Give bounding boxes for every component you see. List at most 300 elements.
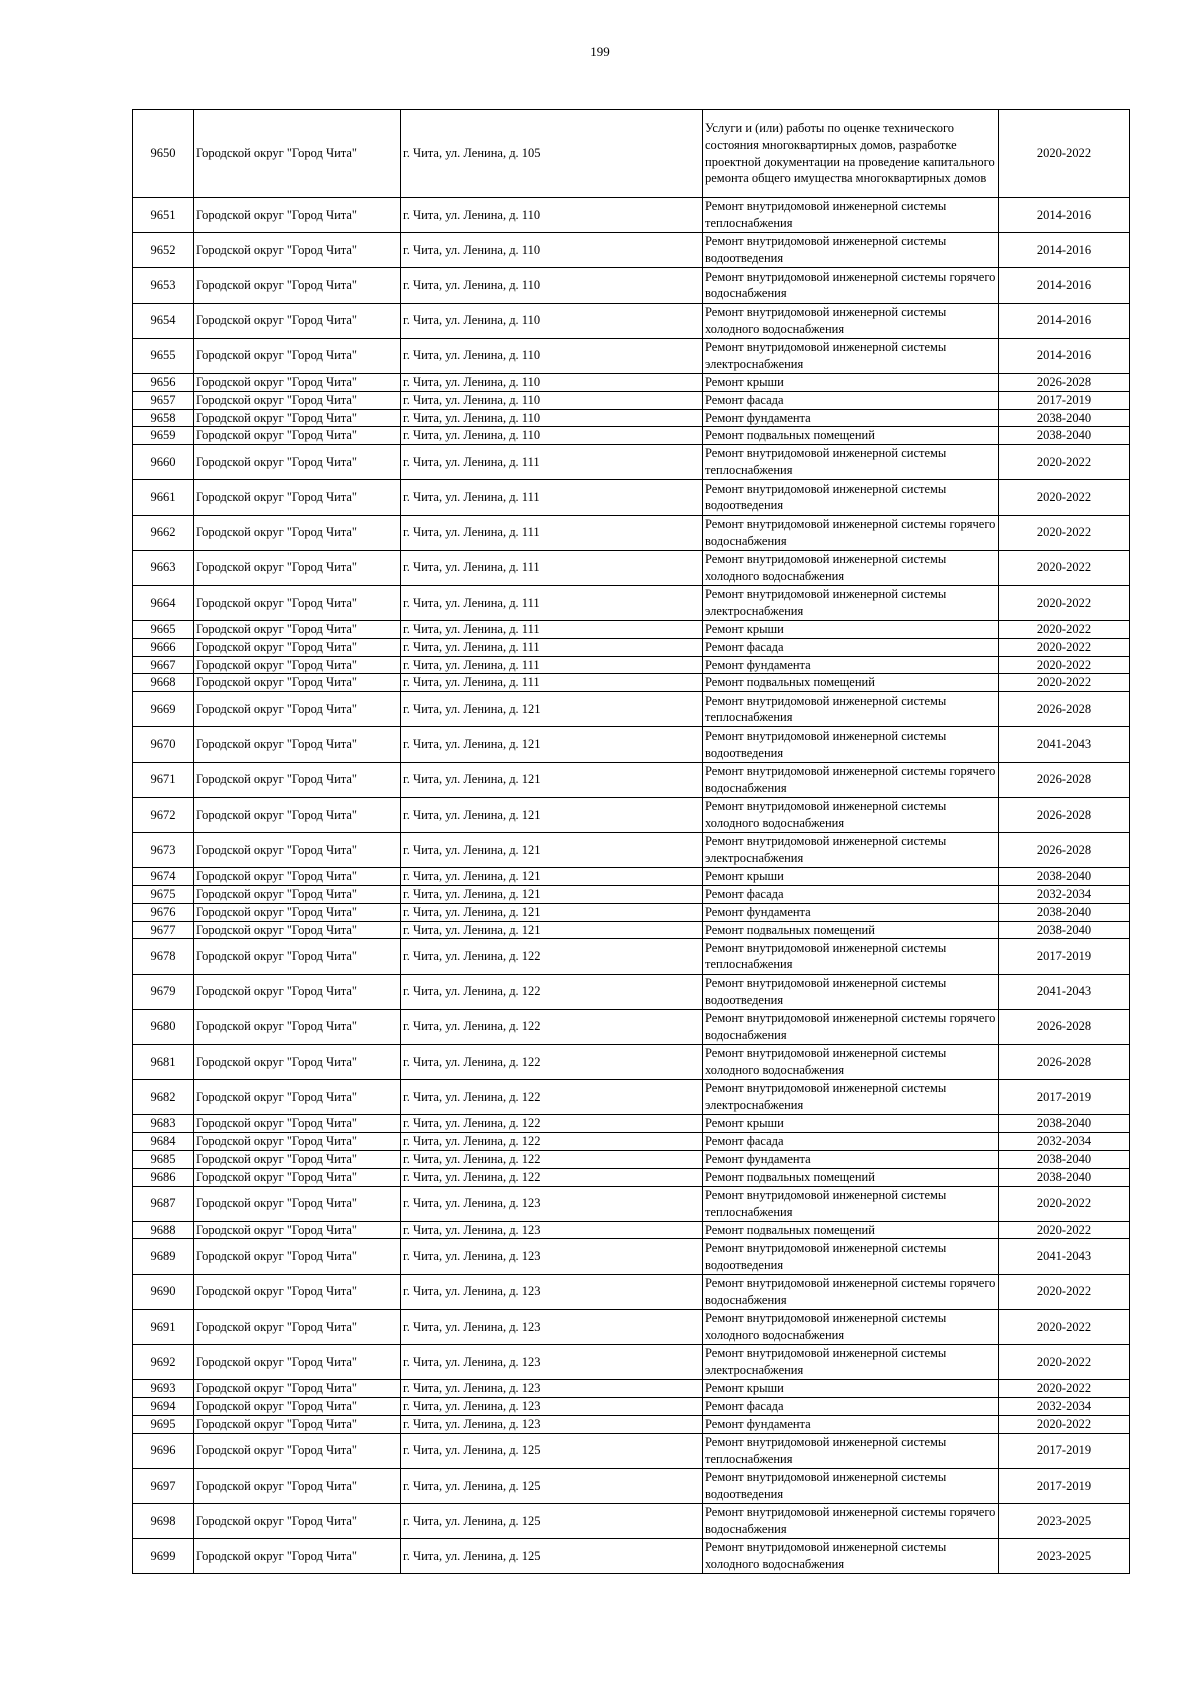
work-type-cell: Ремонт внутридомовой инженерной системы горячего водоснабжения [703,268,999,303]
work-type-cell: Ремонт фундамента [703,1415,999,1433]
row-number: 9666 [133,638,194,656]
row-number: 9667 [133,656,194,674]
period-cell: 2017-2019 [999,939,1130,974]
address-cell: г. Чита, ул. Ленина, д. 111 [401,638,703,656]
address-cell: г. Чита, ул. Ленина, д. 123 [401,1398,703,1416]
period-cell: 2020-2022 [999,656,1130,674]
municipality-cell: Городской округ "Город Чита" [194,427,401,445]
table-row [133,939,1130,974]
municipality-cell: Городской округ "Город Чита" [194,409,401,427]
row-number: 9664 [133,585,194,620]
period-cell: 2026-2028 [999,762,1130,797]
work-type-cell: Ремонт внутридомовой инженерной системы теплоснабжения [703,198,999,233]
row-number: 9656 [133,373,194,391]
table-row [133,550,1130,585]
municipality-cell: Городской округ "Город Чита" [194,373,401,391]
row-number: 9692 [133,1345,194,1380]
table-row [133,427,1130,445]
row-number: 9658 [133,409,194,427]
work-type-cell: Ремонт внутридомовой инженерной системы горячего водоснабжения [703,1274,999,1309]
row-number: 9685 [133,1150,194,1168]
work-type-cell: Ремонт фасада [703,1398,999,1416]
address-cell: г. Чита, ул. Ленина, д. 110 [401,391,703,409]
period-cell: 2038-2040 [999,1168,1130,1186]
row-number: 9673 [133,833,194,868]
municipality-cell: Городской округ "Город Чита" [194,727,401,762]
address-cell: г. Чита, ул. Ленина, д. 125 [401,1433,703,1468]
municipality-cell: Городской округ "Город Чита" [194,1380,401,1398]
work-type-cell: Ремонт внутридомовой инженерной системы горячего водоснабжения [703,762,999,797]
table-row [133,1080,1130,1115]
table-row [133,1186,1130,1221]
municipality-cell: Городской округ "Город Чита" [194,110,401,198]
municipality-cell: Городской округ "Город Чита" [194,638,401,656]
period-cell: 2041-2043 [999,974,1130,1009]
period-cell: 2041-2043 [999,1239,1130,1274]
row-number: 9662 [133,515,194,550]
work-type-cell: Ремонт внутридомовой инженерной системы горячего водоснабжения [703,1009,999,1044]
work-type-cell: Услуги и (или) работы по оценке технического состояния многоквартирных домов, разработке проектной документации на проведение капитального ремонта общего имущества многоквартирных домов [703,110,999,198]
row-number: 9663 [133,550,194,585]
municipality-cell: Городской округ "Город Чита" [194,974,401,1009]
row-number: 9659 [133,427,194,445]
work-type-cell: Ремонт внутридомовой инженерной системы электроснабжения [703,585,999,620]
address-cell: г. Чита, ул. Ленина, д. 123 [401,1221,703,1239]
period-cell: 2026-2028 [999,373,1130,391]
row-number: 9670 [133,727,194,762]
address-cell: г. Чита, ул. Ленина, д. 121 [401,868,703,886]
period-cell: 2020-2022 [999,1186,1130,1221]
municipality-cell: Городской округ "Город Чита" [194,833,401,868]
work-type-cell: Ремонт фундамента [703,409,999,427]
period-cell: 2020-2022 [999,1415,1130,1433]
address-cell: г. Чита, ул. Ленина, д. 121 [401,797,703,832]
table-row [133,1133,1130,1151]
municipality-cell: Городской округ "Город Чита" [194,1309,401,1344]
work-type-cell: Ремонт внутридомовой инженерной системы горячего водоснабжения [703,1504,999,1539]
municipality-cell: Городской округ "Город Чита" [194,585,401,620]
period-cell: 2026-2028 [999,1044,1130,1079]
table-row [133,762,1130,797]
municipality-cell: Городской округ "Город Чита" [194,303,401,338]
row-number: 9680 [133,1009,194,1044]
work-type-cell: Ремонт крыши [703,621,999,639]
period-cell: 2017-2019 [999,1080,1130,1115]
municipality-cell: Городской округ "Город Чита" [194,1221,401,1239]
period-cell: 2017-2019 [999,1468,1130,1503]
period-cell: 2020-2022 [999,621,1130,639]
work-type-cell: Ремонт внутридомовой инженерной системы теплоснабжения [703,1433,999,1468]
row-number: 9672 [133,797,194,832]
municipality-cell: Городской округ "Город Чита" [194,692,401,727]
period-cell: 2017-2019 [999,1433,1130,1468]
period-cell: 2014-2016 [999,268,1130,303]
work-type-cell: Ремонт внутридомовой инженерной системы холодного водоснабжения [703,303,999,338]
municipality-cell: Городской округ "Город Чита" [194,797,401,832]
period-cell: 2026-2028 [999,797,1130,832]
address-cell: г. Чита, ул. Ленина, д. 121 [401,692,703,727]
row-number: 9677 [133,921,194,939]
period-cell: 2038-2040 [999,409,1130,427]
table-row [133,373,1130,391]
row-number: 9660 [133,445,194,480]
period-cell: 2038-2040 [999,868,1130,886]
period-cell: 2020-2022 [999,585,1130,620]
row-number: 9661 [133,480,194,515]
municipality-cell: Городской округ "Город Чита" [194,1239,401,1274]
address-cell: г. Чита, ул. Ленина, д. 123 [401,1274,703,1309]
period-cell: 2032-2034 [999,1133,1130,1151]
table-row [133,797,1130,832]
work-type-cell: Ремонт фундамента [703,656,999,674]
row-number: 9688 [133,1221,194,1239]
address-cell: г. Чита, ул. Ленина, д. 110 [401,233,703,268]
municipality-cell: Городской округ "Город Чита" [194,480,401,515]
address-cell: г. Чита, ул. Ленина, д. 121 [401,921,703,939]
row-number: 9691 [133,1309,194,1344]
address-cell: г. Чита, ул. Ленина, д. 111 [401,515,703,550]
row-number: 9698 [133,1504,194,1539]
address-cell: г. Чита, ул. Ленина, д. 111 [401,480,703,515]
work-type-cell: Ремонт внутридомовой инженерной системы водоотведения [703,974,999,1009]
address-cell: г. Чита, ул. Ленина, д. 125 [401,1504,703,1539]
table-row [133,1168,1130,1186]
address-cell: г. Чита, ул. Ленина, д. 122 [401,1168,703,1186]
address-cell: г. Чита, ул. Ленина, д. 123 [401,1239,703,1274]
work-type-cell: Ремонт внутридомовой инженерной системы электроснабжения [703,1345,999,1380]
municipality-cell: Городской округ "Город Чита" [194,885,401,903]
work-type-cell: Ремонт подвальных помещений [703,674,999,692]
row-number: 9654 [133,303,194,338]
row-number: 9668 [133,674,194,692]
address-cell: г. Чита, ул. Ленина, д. 125 [401,1468,703,1503]
table-row [133,198,1130,233]
municipality-cell: Городской округ "Город Чита" [194,1168,401,1186]
period-cell: 2023-2025 [999,1504,1130,1539]
work-type-cell: Ремонт внутридомовой инженерной системы теплоснабжения [703,445,999,480]
row-number: 9669 [133,692,194,727]
table-row [133,1433,1130,1468]
table-row [133,391,1130,409]
table-row [133,692,1130,727]
work-type-cell: Ремонт внутридомовой инженерной системы холодного водоснабжения [703,1044,999,1079]
table-row [133,1044,1130,1079]
table-row [133,480,1130,515]
page-number: 199 [590,44,610,59]
table-body [133,110,1130,1574]
table-row [133,921,1130,939]
period-cell: 2038-2040 [999,921,1130,939]
row-number: 9678 [133,939,194,974]
row-number: 9686 [133,1168,194,1186]
period-cell: 2020-2022 [999,1274,1130,1309]
work-type-cell: Ремонт внутридомовой инженерной системы холодного водоснабжения [703,1539,999,1574]
address-cell: г. Чита, ул. Ленина, д. 111 [401,674,703,692]
municipality-cell: Городской округ "Город Чита" [194,1115,401,1133]
address-cell: г. Чита, ул. Ленина, д. 122 [401,1044,703,1079]
work-type-cell: Ремонт внутридомовой инженерной системы электроснабжения [703,338,999,373]
table-row [133,1468,1130,1503]
row-number: 9695 [133,1415,194,1433]
address-cell: г. Чита, ул. Ленина, д. 110 [401,427,703,445]
row-number: 9679 [133,974,194,1009]
municipality-cell: Городской округ "Город Чита" [194,515,401,550]
municipality-cell: Городской округ "Город Чита" [194,198,401,233]
work-type-cell: Ремонт подвальных помещений [703,1221,999,1239]
address-cell: г. Чита, ул. Ленина, д. 111 [401,445,703,480]
table-row [133,515,1130,550]
row-number: 9684 [133,1133,194,1151]
row-number: 9657 [133,391,194,409]
table-row [133,868,1130,886]
work-type-cell: Ремонт внутридомовой инженерной системы электроснабжения [703,833,999,868]
table-row [133,974,1130,1009]
table-row [133,727,1130,762]
work-type-cell: Ремонт внутридомовой инженерной системы водоотведения [703,727,999,762]
period-cell: 2020-2022 [999,110,1130,198]
municipality-cell: Городской округ "Город Чита" [194,939,401,974]
table-row [133,1504,1130,1539]
work-type-cell: Ремонт внутридомовой инженерной системы холодного водоснабжения [703,1309,999,1344]
table-row [133,674,1130,692]
address-cell: г. Чита, ул. Ленина, д. 125 [401,1539,703,1574]
work-type-cell: Ремонт крыши [703,1380,999,1398]
municipality-cell: Городской округ "Город Чита" [194,1133,401,1151]
table-row [133,885,1130,903]
row-number: 9671 [133,762,194,797]
table-row [133,1274,1130,1309]
table-row [133,1398,1130,1416]
table-row [133,1539,1130,1574]
row-number: 9697 [133,1468,194,1503]
address-cell: г. Чита, ул. Ленина, д. 123 [401,1380,703,1398]
period-cell: 2026-2028 [999,692,1130,727]
period-cell: 2014-2016 [999,338,1130,373]
address-cell: г. Чита, ул. Ленина, д. 110 [401,373,703,391]
work-type-cell: Ремонт крыши [703,1115,999,1133]
municipality-cell: Городской округ "Город Чита" [194,1274,401,1309]
table-row [133,656,1130,674]
table-row [133,1415,1130,1433]
address-cell: г. Чита, ул. Ленина, д. 121 [401,903,703,921]
work-type-cell: Ремонт подвальных помещений [703,1168,999,1186]
period-cell: 2038-2040 [999,1115,1130,1133]
table-row [133,1239,1130,1274]
municipality-cell: Городской округ "Город Чита" [194,1345,401,1380]
table-row [133,338,1130,373]
municipality-cell: Городской округ "Город Чита" [194,338,401,373]
row-number: 9652 [133,233,194,268]
address-cell: г. Чита, ул. Ленина, д. 122 [401,1009,703,1044]
address-cell: г. Чита, ул. Ленина, д. 122 [401,939,703,974]
municipality-cell: Городской округ "Город Чита" [194,391,401,409]
period-cell: 2020-2022 [999,445,1130,480]
table-row [133,268,1130,303]
work-type-cell: Ремонт внутридомовой инженерной системы водоотведения [703,233,999,268]
address-cell: г. Чита, ул. Ленина, д. 111 [401,550,703,585]
municipality-cell: Городской округ "Город Чита" [194,1415,401,1433]
municipality-cell: Городской округ "Город Чита" [194,268,401,303]
address-cell: г. Чита, ул. Ленина, д. 122 [401,1115,703,1133]
table-row [133,110,1130,198]
work-type-cell: Ремонт фасада [703,1133,999,1151]
municipality-cell: Городской округ "Город Чита" [194,868,401,886]
work-type-cell: Ремонт фундамента [703,1150,999,1168]
period-cell: 2038-2040 [999,903,1130,921]
work-type-cell: Ремонт фасада [703,638,999,656]
period-cell: 2020-2022 [999,638,1130,656]
address-cell: г. Чита, ул. Ленина, д. 110 [401,198,703,233]
work-type-cell: Ремонт внутридомовой инженерной системы водоотведения [703,1239,999,1274]
table-row [133,1345,1130,1380]
municipality-cell: Городской округ "Город Чита" [194,1539,401,1574]
table-row [133,1115,1130,1133]
table-row [133,409,1130,427]
work-type-cell: Ремонт внутридомовой инженерной системы электроснабжения [703,1080,999,1115]
work-type-cell: Ремонт внутридомовой инженерной системы горячего водоснабжения [703,515,999,550]
period-cell: 2026-2028 [999,1009,1130,1044]
municipality-cell: Городской округ "Город Чита" [194,1398,401,1416]
address-cell: г. Чита, ул. Ленина, д. 105 [401,110,703,198]
address-cell: г. Чита, ул. Ленина, д. 110 [401,303,703,338]
municipality-cell: Городской округ "Город Чита" [194,445,401,480]
table-row [133,1150,1130,1168]
address-cell: г. Чита, ул. Ленина, д. 123 [401,1309,703,1344]
row-number: 9682 [133,1080,194,1115]
period-cell: 2020-2022 [999,1345,1130,1380]
table-row [133,621,1130,639]
municipality-cell: Городской округ "Город Чита" [194,621,401,639]
period-cell: 2041-2043 [999,727,1130,762]
table-row [133,1309,1130,1344]
row-number: 9653 [133,268,194,303]
period-cell: 2020-2022 [999,480,1130,515]
municipality-cell: Городской округ "Город Чита" [194,1150,401,1168]
period-cell: 2014-2016 [999,233,1130,268]
municipality-cell: Городской округ "Город Чита" [194,1433,401,1468]
period-cell: 2032-2034 [999,885,1130,903]
work-type-cell: Ремонт внутридомовой инженерной системы теплоснабжения [703,1186,999,1221]
work-type-cell: Ремонт внутридомовой инженерной системы холодного водоснабжения [703,797,999,832]
municipality-cell: Городской округ "Город Чита" [194,762,401,797]
table-row [133,445,1130,480]
address-cell: г. Чита, ул. Ленина, д. 122 [401,1080,703,1115]
period-cell: 2020-2022 [999,1309,1130,1344]
address-cell: г. Чита, ул. Ленина, д. 122 [401,1150,703,1168]
municipality-cell: Городской округ "Город Чита" [194,1080,401,1115]
table-row [133,1221,1130,1239]
row-number: 9681 [133,1044,194,1079]
period-cell: 2014-2016 [999,198,1130,233]
municipality-cell: Городской округ "Город Чита" [194,1468,401,1503]
row-number: 9694 [133,1398,194,1416]
municipality-cell: Городской округ "Город Чита" [194,656,401,674]
row-number: 9687 [133,1186,194,1221]
municipality-cell: Городской округ "Город Чита" [194,674,401,692]
row-number: 9693 [133,1380,194,1398]
table-row [133,1380,1130,1398]
address-cell: г. Чита, ул. Ленина, д. 110 [401,409,703,427]
work-type-cell: Ремонт крыши [703,868,999,886]
address-cell: г. Чита, ул. Ленина, д. 121 [401,762,703,797]
address-cell: г. Чита, ул. Ленина, д. 123 [401,1415,703,1433]
table-row [133,903,1130,921]
row-number: 9674 [133,868,194,886]
municipality-cell: Городской округ "Город Чита" [194,1009,401,1044]
table-row [133,303,1130,338]
period-cell: 2032-2034 [999,1398,1130,1416]
work-type-cell: Ремонт внутридомовой инженерной системы водоотведения [703,1468,999,1503]
address-cell: г. Чита, ул. Ленина, д. 111 [401,585,703,620]
row-number: 9651 [133,198,194,233]
row-number: 9689 [133,1239,194,1274]
period-cell: 2026-2028 [999,833,1130,868]
row-number: 9665 [133,621,194,639]
period-cell: 2020-2022 [999,1221,1130,1239]
work-type-cell: Ремонт фасада [703,885,999,903]
table-row [133,638,1130,656]
work-type-cell: Ремонт фасада [703,391,999,409]
address-cell: г. Чита, ул. Ленина, д. 111 [401,656,703,674]
row-number: 9699 [133,1539,194,1574]
work-type-cell: Ремонт крыши [703,373,999,391]
row-number: 9690 [133,1274,194,1309]
work-type-cell: Ремонт подвальных помещений [703,427,999,445]
work-type-cell: Ремонт фундамента [703,903,999,921]
row-number: 9650 [133,110,194,198]
period-cell: 2014-2016 [999,303,1130,338]
row-number: 9696 [133,1433,194,1468]
municipality-cell: Городской округ "Город Чита" [194,233,401,268]
municipality-cell: Городской округ "Город Чита" [194,921,401,939]
period-cell: 2020-2022 [999,515,1130,550]
address-cell: г. Чита, ул. Ленина, д. 123 [401,1186,703,1221]
address-cell: г. Чита, ул. Ленина, д. 111 [401,621,703,639]
address-cell: г. Чита, ул. Ленина, д. 123 [401,1345,703,1380]
row-number: 9675 [133,885,194,903]
period-cell: 2038-2040 [999,427,1130,445]
period-cell: 2020-2022 [999,1380,1130,1398]
period-cell: 2038-2040 [999,1150,1130,1168]
period-cell: 2023-2025 [999,1539,1130,1574]
address-cell: г. Чита, ул. Ленина, д. 121 [401,727,703,762]
period-cell: 2017-2019 [999,391,1130,409]
row-number: 9655 [133,338,194,373]
table-row [133,1009,1130,1044]
municipality-cell: Городской округ "Город Чита" [194,1504,401,1539]
work-type-cell: Ремонт внутридомовой инженерной системы теплоснабжения [703,692,999,727]
row-number: 9683 [133,1115,194,1133]
table-row [133,585,1130,620]
table-row [133,833,1130,868]
address-cell: г. Чита, ул. Ленина, д. 110 [401,338,703,373]
address-cell: г. Чита, ул. Ленина, д. 110 [401,268,703,303]
municipality-cell: Городской округ "Город Чита" [194,1044,401,1079]
period-cell: 2020-2022 [999,674,1130,692]
address-cell: г. Чита, ул. Ленина, д. 121 [401,885,703,903]
work-type-cell: Ремонт внутридомовой инженерной системы теплоснабжения [703,939,999,974]
address-cell: г. Чита, ул. Ленина, д. 122 [401,974,703,1009]
period-cell: 2020-2022 [999,550,1130,585]
address-cell: г. Чита, ул. Ленина, д. 121 [401,833,703,868]
table-row [133,233,1130,268]
municipality-cell: Городской округ "Город Чита" [194,903,401,921]
capital-repair-table [132,109,1130,1574]
work-type-cell: Ремонт подвальных помещений [703,921,999,939]
address-cell: г. Чита, ул. Ленина, д. 122 [401,1133,703,1151]
work-type-cell: Ремонт внутридомовой инженерной системы водоотведения [703,480,999,515]
work-type-cell: Ремонт внутридомовой инженерной системы холодного водоснабжения [703,550,999,585]
